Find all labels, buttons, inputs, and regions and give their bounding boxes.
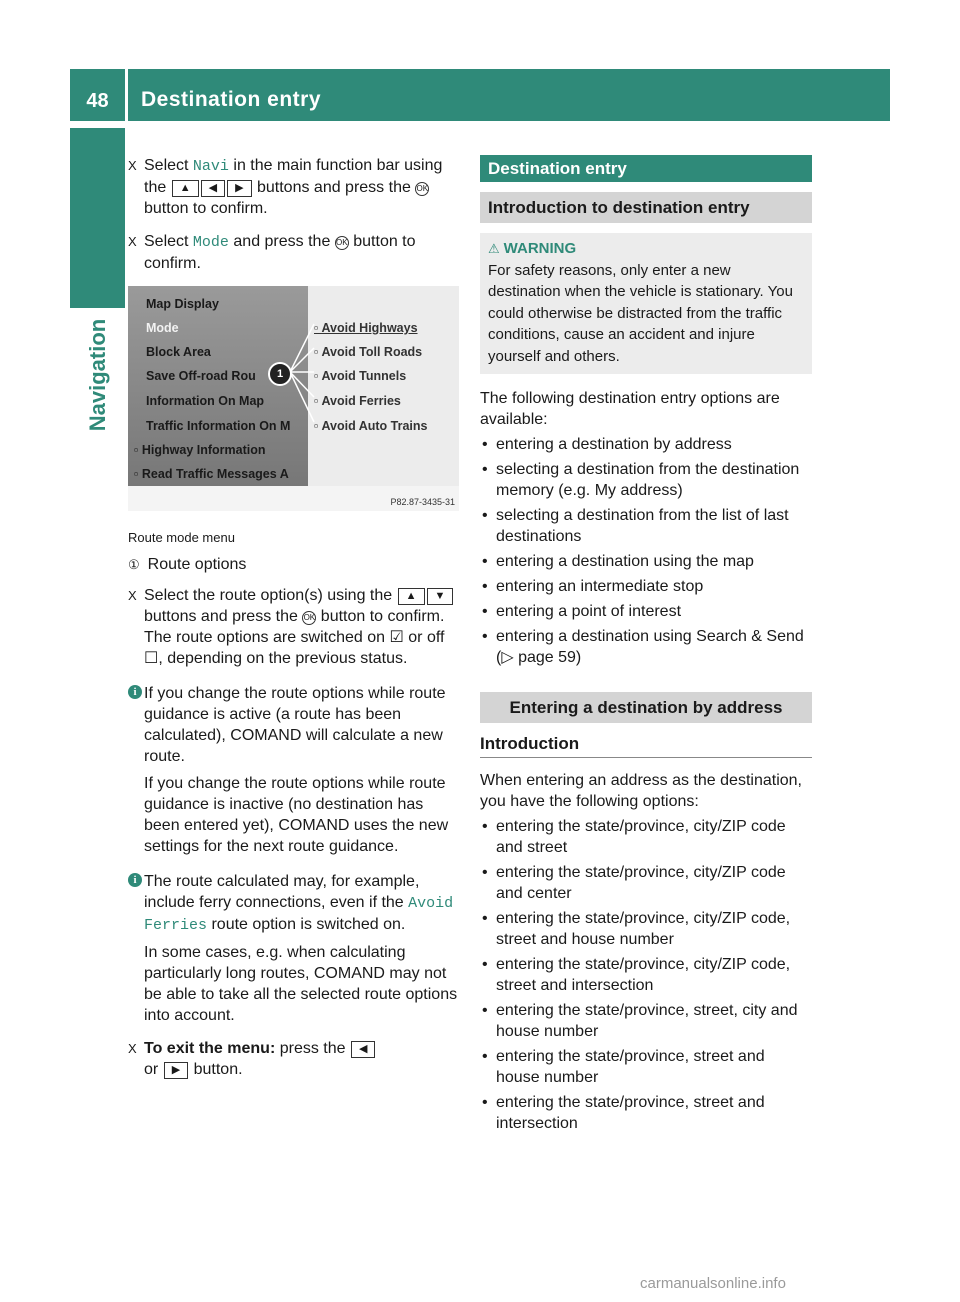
address-heading: Entering a destination by address bbox=[480, 692, 812, 723]
menu-item-traffic-info: Traffic Information On M bbox=[146, 419, 291, 433]
list-item: • selecting a destination from the destination memory (e.g. My address) bbox=[480, 459, 812, 501]
softkey-avoid-ferries: Avoid Ferries bbox=[144, 895, 454, 934]
menu-item-block-area: Block Area bbox=[146, 345, 211, 359]
menu-item-read-traffic: ▫ Read Traffic Messages A bbox=[134, 467, 289, 481]
step-select-options: X Select the route option(s) using the ▲ ▼ buttons and press the OK button to confirm. The route options are switched on ☑ or off ☐, depending on the previous status. bbox=[128, 585, 460, 669]
image-code: P82.87-3435-31 bbox=[390, 497, 455, 507]
step-marker-icon: X bbox=[128, 588, 137, 603]
left-key-icon: ◀ bbox=[351, 1041, 375, 1058]
option-avoid-ferries: ▫ Avoid Ferries bbox=[314, 394, 401, 408]
menu-item-mode: Mode bbox=[146, 321, 179, 335]
option-avoid-toll-roads: ▫ Avoid Toll Roads bbox=[314, 345, 423, 359]
list-item: • selecting a destination from the list of last destinations bbox=[480, 505, 812, 547]
list-item: • entering an intermediate stop bbox=[480, 576, 812, 597]
page-reference: (▷ page 59) bbox=[496, 649, 582, 666]
side-label bbox=[70, 310, 125, 440]
right-key-icon: ▶ bbox=[227, 180, 251, 197]
ok-button-icon: OK bbox=[415, 182, 429, 196]
warning-icon: ⚠ bbox=[488, 241, 500, 256]
info-icon: i bbox=[128, 685, 142, 699]
list-item: • entering the state/province, city/ZIP code, street and house number bbox=[480, 908, 812, 950]
list-item: • entering the state/province, street, city and house number bbox=[480, 1000, 812, 1042]
menu-item-map-display: Map Display bbox=[146, 297, 219, 311]
list-item: • entering the state/province, city/ZIP code and center bbox=[480, 862, 812, 904]
list-item: • entering the state/province, street and intersection bbox=[480, 1092, 812, 1134]
page-number: 48 bbox=[86, 90, 109, 112]
list-item: • entering the state/province, city/ZIP code and street bbox=[480, 816, 812, 858]
ok-button-icon: OK bbox=[335, 236, 349, 250]
side-label-text: Navigation bbox=[84, 318, 110, 432]
left-column bbox=[128, 155, 460, 1092]
legend-route-options: ① Route options bbox=[128, 556, 247, 573]
address-options-list bbox=[480, 816, 812, 1134]
left-key-icon: ◀ bbox=[201, 180, 225, 197]
list-item: • entering a destination using the map bbox=[480, 551, 812, 572]
step-exit-menu: X To exit the menu: press the ◀ or ▶ button. bbox=[128, 1038, 460, 1080]
menu-item-highway-info: ▫ Highway Information bbox=[134, 443, 266, 457]
warning-box bbox=[480, 233, 812, 374]
list-item: • entering the state/province, street and house number bbox=[480, 1046, 812, 1088]
list-item: • entering a point of interest bbox=[480, 601, 812, 622]
image-caption: Route mode menu bbox=[128, 530, 235, 545]
list-item: • entering a destination by address bbox=[480, 434, 812, 455]
step-select-mode: X Select Mode and press the OK button to confirm. bbox=[128, 233, 416, 272]
info-note-route-change: i If you change the route options while route guidance is active (a route has been calculated), COMAND will calculate a new route. If you change the route options while route guidance is inactive (no destination has been entered yet), COMAND uses the new settings for the next route guidance. bbox=[128, 683, 460, 857]
right-column bbox=[480, 155, 812, 1138]
down-key-icon: ▼ bbox=[427, 588, 454, 605]
page-title: Destination entry bbox=[141, 88, 322, 111]
ok-button-icon: OK bbox=[302, 611, 316, 625]
step-marker-icon: X bbox=[128, 1041, 137, 1056]
options-intro: The following destination entry options are available: bbox=[480, 390, 780, 428]
callout-lines bbox=[128, 286, 459, 486]
info-note-ferries: i The route calculated may, for example, include ferry connections, even if the Avoid Ferries route option is switched on. In some cases, e.g. when calculating particularly long routes, COMAND may not be able to take all the selected route options into account. bbox=[128, 871, 460, 1026]
softkey-mode: Mode bbox=[192, 234, 229, 251]
section-heading: Destination entry bbox=[480, 155, 812, 182]
option-avoid-auto-trains: ▫ Avoid Auto Trains bbox=[314, 419, 428, 433]
step-marker-icon: X bbox=[128, 158, 137, 173]
warning-text: For safety reasons, only enter a new destination when the vehicle is stationary. You could otherwise be distracted from the traffic conditions, cause an accident and injure yourself and others. bbox=[488, 261, 793, 365]
route-mode-screenshot bbox=[128, 286, 459, 511]
callout-marker: 1 bbox=[268, 362, 292, 386]
option-avoid-tunnels: ▫ Avoid Tunnels bbox=[314, 369, 407, 383]
address-intro: When entering an address as the destination, you have the following options: bbox=[480, 772, 802, 810]
option-avoid-highways: ▫ Avoid Highways bbox=[314, 321, 418, 335]
step-marker-icon: X bbox=[128, 234, 137, 249]
header-separator bbox=[125, 69, 128, 121]
menu-item-save-offroad: Save Off-road Rou bbox=[146, 369, 256, 383]
options-list bbox=[480, 434, 812, 668]
info-icon: i bbox=[128, 873, 142, 887]
checkbox-empty-icon: ☐ bbox=[144, 650, 159, 667]
up-key-icon: ▲ bbox=[172, 180, 199, 197]
step-select-navi: X Select Navi in the main function bar using the ▲ ◀ ▶ buttons and press the OK button to confirm. bbox=[128, 157, 443, 217]
legend-number-icon: ① bbox=[128, 557, 140, 572]
softkey-navi: Navi bbox=[192, 158, 229, 175]
side-tab bbox=[70, 128, 125, 308]
right-key-icon: ▶ bbox=[164, 1062, 188, 1079]
list-item: • entering a destination using Search & Send (▷ page 59) bbox=[480, 626, 812, 668]
warning-title: WARNING bbox=[503, 240, 577, 257]
subsection-heading: Introduction to destination entry bbox=[480, 192, 812, 223]
watermark: carmanualsonline.info bbox=[640, 1275, 786, 1292]
menu-item-info-on-map: Information On Map bbox=[146, 394, 265, 408]
up-key-icon: ▲ bbox=[398, 588, 425, 605]
introduction-heading: Introduction bbox=[480, 733, 812, 758]
list-item: • entering the state/province, city/ZIP code, street and intersection bbox=[480, 954, 812, 996]
checkbox-checked-icon: ☑ bbox=[389, 629, 404, 646]
